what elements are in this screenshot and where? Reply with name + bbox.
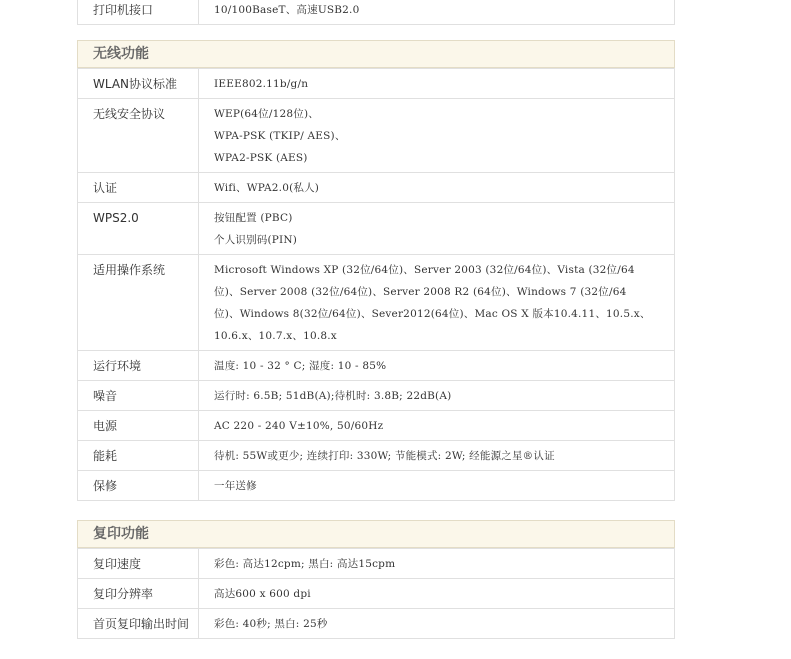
spec-value-line: 个人识别码(PIN) — [214, 234, 298, 246]
spec-value-line: 彩色: 高达12cpm; 黑白: 高达15cpm — [214, 558, 396, 570]
table-row — [78, 351, 675, 381]
table-row — [78, 381, 675, 411]
spec-value — [199, 411, 675, 441]
spec-value: 10/100BaseT、高速USB2.0 — [199, 0, 675, 25]
spec-value-line: WPA2-PSK (AES) — [214, 152, 308, 164]
wireless-section — [77, 40, 675, 501]
spec-value-line: Microsoft Windows XP (32位/64位)、Server 2003 (32位/64位)、Vista (32位/64 — [214, 264, 635, 276]
spec-value-line: 按钮配置 (PBC) — [214, 212, 293, 224]
spec-value — [199, 69, 675, 99]
spec-value-line: AC 220 - 240 V±10%, 50/60Hz — [214, 420, 384, 432]
spec-value — [199, 471, 675, 501]
spec-value — [199, 351, 675, 381]
spec-value — [199, 549, 675, 579]
spec-value — [199, 441, 675, 471]
spec-key: 运行环境 — [78, 351, 199, 381]
spec-value — [199, 609, 675, 639]
spec-value-line: Wifi、WPA2.0(私人) — [214, 182, 320, 194]
table-row — [78, 203, 675, 255]
table-row — [78, 579, 675, 609]
spec-key: 认证 — [78, 173, 199, 203]
spec-key: WPS2.0 — [78, 203, 199, 255]
spec-key: 无线安全协议 — [78, 99, 199, 173]
spec-value-line: 运行时: 6.5B; 51dB(A);待机时: 3.8B; 22dB(A) — [214, 390, 452, 402]
table-row — [78, 69, 675, 99]
spec-value-line: IEEE802.11b/g/n — [214, 78, 309, 90]
spec-value-line: 温度: 10 - 32 ° C; 湿度: 10 - 85% — [214, 360, 387, 372]
spec-value — [199, 579, 675, 609]
spec-key: 保修 — [78, 471, 199, 501]
spec-key: 电源 — [78, 411, 199, 441]
spec-value-line: 位)、Windows 8(32位/64位)、Sever2012(64位)、Mac OS X 版本10.4.11、10.5.x、 — [214, 308, 651, 320]
copy-spec-table — [77, 548, 675, 639]
spec-value — [199, 99, 675, 173]
table-row — [78, 0, 675, 25]
spec-value — [199, 203, 675, 255]
spec-key: 噪音 — [78, 381, 199, 411]
table-row — [78, 471, 675, 501]
table-row — [78, 441, 675, 471]
spec-value-line: 高达600 x 600 dpi — [214, 588, 311, 600]
spec-key: 复印速度 — [78, 549, 199, 579]
table-row — [78, 411, 675, 441]
spec-value-line: WPA-PSK (TKIP/ AES)、 — [214, 130, 346, 142]
spec-key: 首页复印输出时间 — [78, 609, 199, 639]
table-row — [78, 549, 675, 579]
table-row — [78, 99, 675, 173]
printer-interface-table — [77, 0, 675, 25]
spec-key: 复印分辨率 — [78, 579, 199, 609]
spec-key: 能耗 — [78, 441, 199, 471]
spec-key: 打印机接口 — [78, 0, 199, 25]
spec-value-line: 待机: 55W或更少; 连续打印: 330W; 节能模式: 2W; 经能源之星®认证 — [214, 450, 555, 462]
spec-value-line: WEP(64位/128位)、 — [214, 108, 319, 120]
spec-key: 适用操作系统 — [78, 255, 199, 351]
copy-section — [77, 520, 675, 639]
spec-value-line: 位)、Server 2008 (32位/64位)、Server 2008 R2 (64位)、Windows 7 (32位/64 — [214, 286, 627, 298]
spec-value — [199, 381, 675, 411]
spec-value — [199, 173, 675, 203]
spec-key: WLAN协议标准 — [78, 69, 199, 99]
table-row — [78, 255, 675, 351]
section-title: 无线功能 — [77, 40, 675, 68]
spec-value-line: 一年送修 — [214, 480, 257, 492]
section-title: 复印功能 — [77, 520, 675, 548]
table-row — [78, 173, 675, 203]
spec-value — [199, 255, 675, 351]
wireless-spec-table — [77, 68, 675, 501]
table-row — [78, 609, 675, 639]
spec-value-line: 彩色: 40秒; 黑白: 25秒 — [214, 618, 328, 630]
spec-value-line: 10.6.x、10.7.x、10.8.x — [214, 330, 337, 342]
